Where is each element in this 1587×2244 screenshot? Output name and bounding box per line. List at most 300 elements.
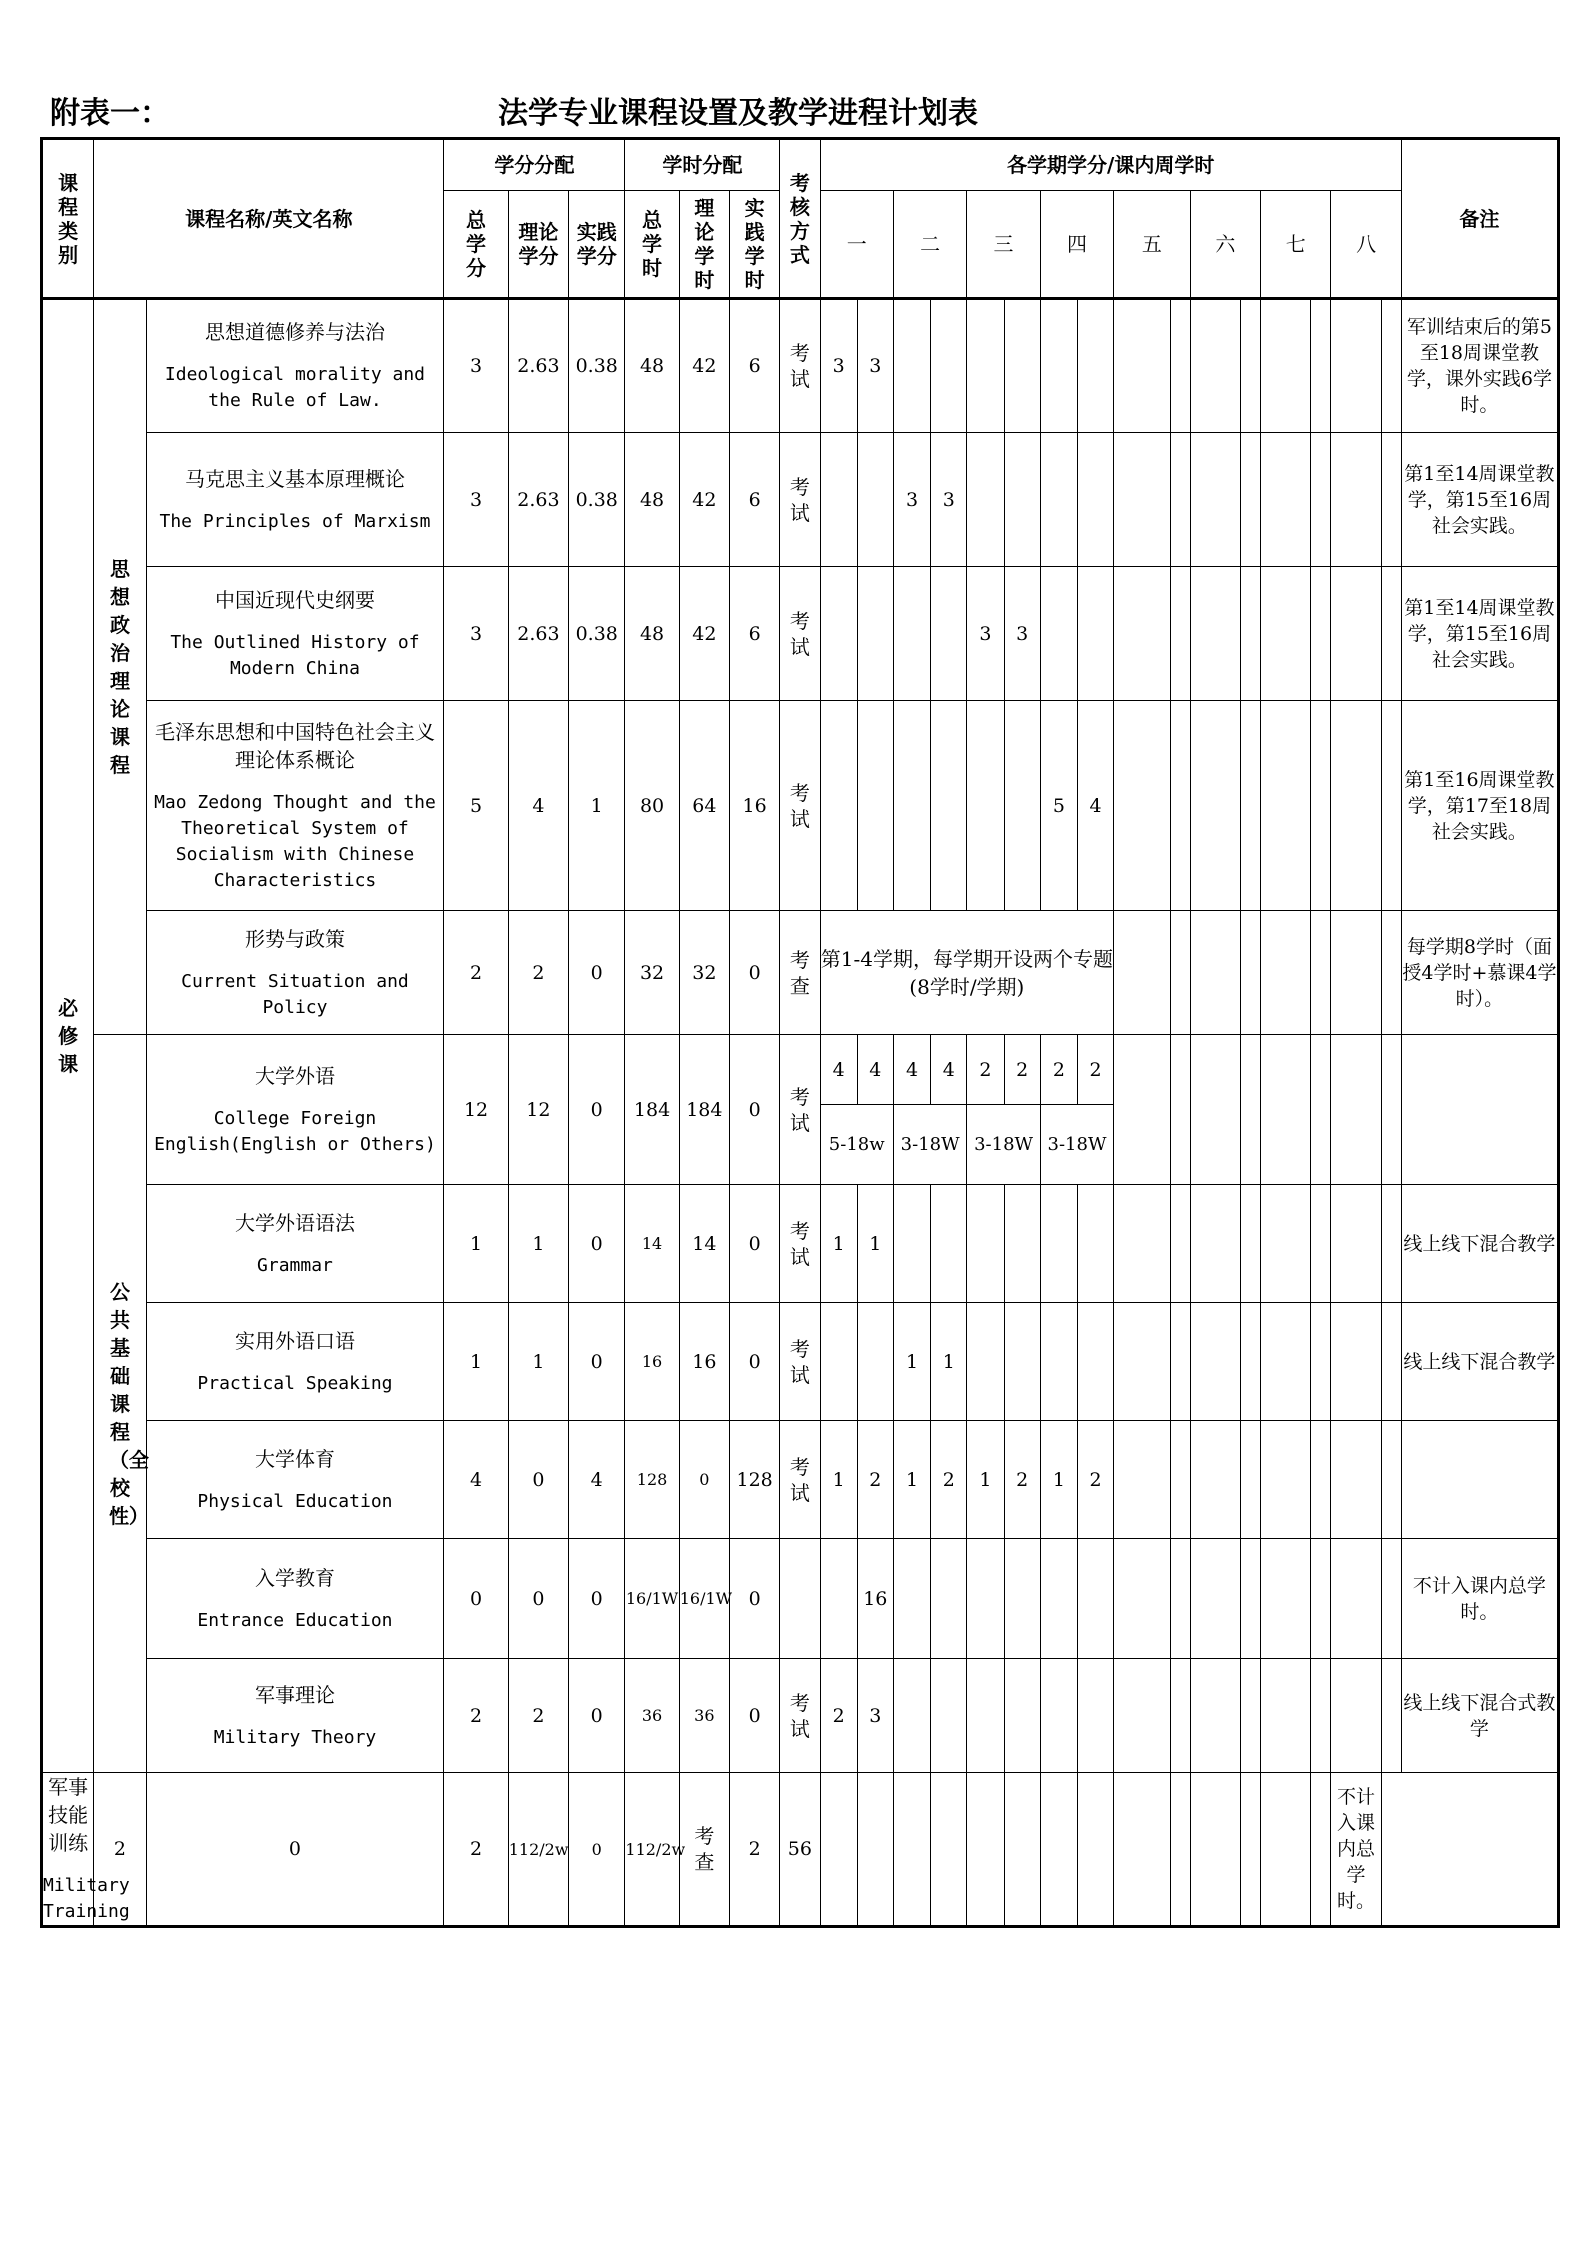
course-name-cn: 毛泽东思想和中国特色社会主义理论体系概论	[154, 719, 435, 772]
assessment-cell	[780, 1539, 820, 1659]
semester-cell: 2	[1040, 1035, 1077, 1105]
total-hours-cell: 128	[625, 1421, 679, 1539]
semester-cell	[1240, 1035, 1260, 1185]
practice-hours-cell: 6	[729, 567, 779, 701]
semester-cell	[1004, 1303, 1040, 1421]
semester-5-header: 五	[1114, 191, 1190, 299]
theory-credit-cell: 2	[508, 911, 568, 1035]
category-header: 课程类别	[42, 139, 94, 299]
semester-cell	[1311, 701, 1331, 911]
semester-cell	[1261, 1773, 1311, 1927]
course-name-en: The Principles of Marxism	[159, 510, 431, 532]
semester-cell	[1170, 567, 1190, 701]
remarks-cell: 第1至14周课堂教学，第15至16周社会实践。	[1401, 433, 1558, 567]
semester-cell	[967, 433, 1004, 567]
semester-cell	[1190, 433, 1240, 567]
semester-cell	[1331, 1035, 1381, 1185]
semester-cell	[967, 299, 1004, 433]
semester-cell	[967, 1773, 1004, 1927]
semester-cell: 2	[1077, 1421, 1113, 1539]
practice-hours-cell: 0	[729, 911, 779, 1035]
practice-credit-cell: 0	[569, 911, 625, 1035]
table-row	[42, 1185, 1559, 1303]
semester-cell	[1311, 433, 1331, 567]
semester-cell	[1381, 1659, 1401, 1773]
practice-hours-cell: 0	[729, 1035, 779, 1185]
semester-cell	[1190, 1185, 1240, 1303]
semester-cell	[893, 299, 930, 433]
semester-cell: 1	[967, 1421, 1004, 1539]
course-plan-table	[40, 137, 1560, 1928]
semester-cell	[1114, 1303, 1170, 1421]
weeks-cell: 5-18w	[820, 1105, 893, 1185]
total-credit-cell: 2	[444, 1659, 508, 1773]
semester-cell: 3	[857, 1659, 893, 1773]
semester-cell	[1190, 1659, 1240, 1773]
semester-cell	[1040, 1185, 1077, 1303]
course-name-cn: 形势与政策	[244, 926, 345, 951]
assessment-value: 考试	[789, 1218, 810, 1269]
semester-cell	[1170, 1659, 1190, 1773]
semester-cell	[967, 701, 1004, 911]
semester-cell	[1170, 1539, 1190, 1659]
remarks-cell: 第1至16周课堂教学，第17至18周社会实践。	[1401, 701, 1558, 911]
semester-cell	[1190, 299, 1240, 433]
semester-cell	[931, 299, 967, 433]
weeks-cell: 3-18W	[1040, 1105, 1113, 1185]
practice-credit-cell: 0.38	[569, 433, 625, 567]
semester-8-header: 八	[1331, 191, 1401, 299]
semester-cell	[1004, 1773, 1040, 1927]
semester-cell	[1311, 1035, 1331, 1185]
semester-cell	[1114, 1421, 1170, 1539]
semester-cell	[1331, 701, 1381, 911]
semester-cell	[1261, 433, 1311, 567]
semester-cell	[1114, 1035, 1170, 1185]
semester-cell: 2	[967, 1035, 1004, 1105]
table-row	[42, 1539, 1559, 1659]
remarks-header: 备注	[1401, 139, 1558, 299]
semester-cell	[1311, 1773, 1331, 1927]
page-title: 法学专业课程设置及教学进程计划表	[498, 96, 978, 131]
semester-cell	[1170, 1035, 1190, 1185]
weeks-cell: 3-18W	[967, 1105, 1040, 1185]
semester-cell	[1331, 567, 1381, 701]
semester-cell	[1077, 433, 1113, 567]
semester-cell	[1240, 433, 1260, 567]
semester-cell	[1261, 701, 1311, 911]
practice-hours-cell: 0	[729, 1303, 779, 1421]
semester-cell	[1004, 1185, 1040, 1303]
course-name-en: Mao Zedong Thought and the Theoretical System of Socialism with Chinese Characteristics	[154, 791, 436, 891]
total-credit-cell: 1	[444, 1303, 508, 1421]
remarks-cell	[1401, 1421, 1558, 1539]
semester-cell	[1077, 1773, 1113, 1927]
theory-credit-cell: 2.63	[508, 567, 568, 701]
table-row	[42, 1421, 1559, 1539]
total-hours-header: 总学时	[625, 191, 679, 299]
semester-cell: 4	[1077, 701, 1113, 911]
assessment-value: 考查	[694, 1824, 715, 1874]
assessment-value: 考试	[789, 1336, 810, 1387]
semester-cell	[1240, 1185, 1260, 1303]
semester-cell	[893, 567, 930, 701]
total-hours-cell: 112/2w	[508, 1773, 568, 1927]
practice-credit-cell: 1	[569, 701, 625, 911]
semester-cell	[1311, 1659, 1331, 1773]
semester-cell	[893, 1773, 930, 1927]
theory-credit-header: 理论学分	[508, 191, 568, 299]
assessment-cell	[780, 1035, 820, 1185]
course-name-cell	[146, 1659, 444, 1773]
semester-cell	[1311, 567, 1331, 701]
remarks-cell: 不计入课内总学时。	[1331, 1773, 1381, 1927]
semester-cell	[1261, 567, 1311, 701]
semester-cell	[1170, 1185, 1190, 1303]
practice-credit-cell: 0	[569, 1303, 625, 1421]
semester-cell	[1261, 1539, 1311, 1659]
semester-cell: 3	[857, 299, 893, 433]
semester-cell	[1190, 1035, 1240, 1185]
semester-cell	[1240, 1773, 1260, 1927]
table-row	[42, 1659, 1559, 1773]
table-row	[42, 1773, 1559, 1927]
semester-cell	[1261, 1303, 1311, 1421]
semester-cell	[820, 567, 857, 701]
practice-credit-header: 实践学分	[569, 191, 625, 299]
assessment-cell	[780, 1659, 820, 1773]
semester-cell	[1077, 1185, 1113, 1303]
semester-cell	[893, 1539, 930, 1659]
semester-cell	[1114, 1773, 1170, 1927]
total-hours-cell: 36	[625, 1659, 679, 1773]
remarks-cell: 每学期8学时（面授4学时+慕课4学时）。	[1401, 911, 1558, 1035]
practice-credit-cell: 0	[569, 1185, 625, 1303]
semester-cell: 1	[1040, 1421, 1077, 1539]
semester-cell	[1381, 701, 1401, 911]
total-credit-cell: 4	[444, 1421, 508, 1539]
course-name-en: Grammar	[257, 1254, 333, 1276]
course-name-cell	[42, 1773, 130, 1927]
semester-cell	[1004, 1539, 1040, 1659]
semester-cell: 1	[820, 1185, 857, 1303]
table-row	[42, 701, 1559, 911]
assessment-value: 考试	[789, 1454, 810, 1505]
semester-cell	[820, 1773, 857, 1927]
hour-distribution-header: 学时分配	[625, 139, 780, 191]
course-name-cn: 大学外语语法	[234, 1210, 355, 1235]
course-name-cell	[146, 1035, 444, 1185]
semester-cell	[1114, 1185, 1170, 1303]
semester-cell	[893, 1185, 930, 1303]
semester-cell	[1381, 1303, 1401, 1421]
theory-credit-cell: 0	[508, 1421, 568, 1539]
semester-cell	[1331, 1421, 1381, 1539]
remarks-cell: 第1至14周课堂教学，第15至16周社会实践。	[1401, 567, 1558, 701]
assessment-value: 考试	[789, 1690, 810, 1741]
semester-cell: 2	[820, 1659, 857, 1773]
semester-cell	[1077, 1303, 1113, 1421]
semester-cell: 56	[780, 1773, 820, 1927]
semester-cell: 2	[1004, 1421, 1040, 1539]
semester-cell	[967, 1659, 1004, 1773]
assessment-cell	[780, 1185, 820, 1303]
theory-hours-cell: 32	[679, 911, 729, 1035]
course-name-en: Practical Speaking	[197, 1372, 393, 1394]
total-hours-cell: 184	[625, 1035, 679, 1185]
semester-cell	[1311, 1303, 1331, 1421]
assessment-cell	[780, 433, 820, 567]
semester-cell	[1331, 1659, 1381, 1773]
semester-cell	[1240, 1421, 1260, 1539]
theory-credit-cell: 12	[508, 1035, 568, 1185]
semester-cell: 2	[931, 1421, 967, 1539]
semester-cell	[1381, 299, 1401, 433]
attachment-label: 附表一：	[50, 96, 170, 131]
semester-cell	[857, 701, 893, 911]
semester-cell: 2	[857, 1421, 893, 1539]
practice-credit-cell: 0.38	[569, 299, 625, 433]
semester-cell	[1114, 567, 1170, 701]
semester-cell	[1331, 911, 1381, 1035]
credit-distribution-header: 学分分配	[444, 139, 625, 191]
semester-cell	[1040, 1773, 1077, 1927]
course-name-cn: 军事理论	[254, 1682, 335, 1707]
semester-cell	[1240, 567, 1260, 701]
semester-cell	[1004, 1659, 1040, 1773]
semester-cell	[1114, 701, 1170, 911]
table-row	[42, 299, 1559, 433]
semester-cell	[1170, 911, 1190, 1035]
semester-cell	[1311, 1185, 1331, 1303]
semester-2-header: 二	[893, 191, 966, 299]
semester-cell: 4	[893, 1035, 930, 1105]
practice-hours-cell: 0	[729, 1185, 779, 1303]
course-name-en: The Outlined History of Modern China	[170, 631, 420, 679]
semester-cell	[1240, 701, 1260, 911]
remarks-cell: 线上线下混合教学	[1401, 1185, 1558, 1303]
semester-cell	[1040, 1539, 1077, 1659]
course-name-cn: 马克思主义基本原理概论	[184, 466, 405, 491]
practice-hours-cell: 128	[729, 1421, 779, 1539]
semester-cell: 3	[967, 567, 1004, 701]
theory-credit-cell: 1	[508, 1303, 568, 1421]
semester-cell	[820, 1303, 857, 1421]
assessment-cell	[780, 701, 820, 911]
semester-cell	[1190, 1421, 1240, 1539]
semester-cell	[1114, 1659, 1170, 1773]
total-hours-cell: 16	[625, 1303, 679, 1421]
semester-cell	[1261, 1185, 1311, 1303]
total-credit-cell: 12	[444, 1035, 508, 1185]
weeks-cell: 3-18W	[893, 1105, 966, 1185]
semester-cell	[1114, 911, 1170, 1035]
assessment-cell	[780, 299, 820, 433]
theory-hours-cell: 0	[569, 1773, 625, 1927]
course-name-en: Military Training	[43, 1875, 130, 1922]
theory-credit-cell: 2.63	[508, 433, 568, 567]
theory-hours-cell: 42	[679, 299, 729, 433]
total-credit-cell: 0	[444, 1539, 508, 1659]
theory-hours-cell: 16/1W	[679, 1539, 729, 1659]
semester-cell	[857, 1773, 893, 1927]
semester-cell	[1190, 1303, 1240, 1421]
total-hours-cell: 32	[625, 911, 679, 1035]
practice-hours-cell: 0	[729, 1539, 779, 1659]
practice-credit-cell: 0	[569, 1539, 625, 1659]
semesters-header: 各学期学分/课内周学时	[820, 139, 1401, 191]
category-ideological-cell	[94, 299, 146, 1035]
total-hours-cell: 48	[625, 433, 679, 567]
practice-credit-cell: 4	[569, 1421, 625, 1539]
semester-cell	[820, 701, 857, 911]
semester-cell	[1004, 701, 1040, 911]
theory-hours-cell: 14	[679, 1185, 729, 1303]
semester-cell	[1114, 1539, 1170, 1659]
semester-cell	[1240, 1539, 1260, 1659]
course-name-header: 课程名称/英文名称	[94, 139, 444, 299]
table-row	[42, 1303, 1559, 1421]
semester-cell: 2	[1077, 1035, 1113, 1105]
semester-cell	[931, 1659, 967, 1773]
semester-cell	[857, 433, 893, 567]
semester-cell	[1381, 433, 1401, 567]
semester-cell	[1040, 299, 1077, 433]
total-credit-cell: 3	[444, 567, 508, 701]
semester-cell	[1240, 911, 1260, 1035]
semester-cell	[1331, 433, 1381, 567]
category-public-basic-cell	[94, 1035, 149, 1773]
course-name-en: Physical Education	[197, 1490, 393, 1512]
semester-cell: 5	[1040, 701, 1077, 911]
course-name-cell	[146, 1303, 444, 1421]
assessment-value: 考查	[789, 947, 810, 998]
semester-cell	[1240, 299, 1260, 433]
semester-cell	[893, 1659, 930, 1773]
semester-cell: 1	[893, 1421, 930, 1539]
semester-cell	[1311, 299, 1331, 433]
total-hours-cell: 48	[625, 567, 679, 701]
semester-cell: 3	[820, 299, 857, 433]
course-name-cell	[146, 433, 444, 567]
table-row	[42, 567, 1559, 701]
table-row	[42, 911, 1559, 1035]
semester-cell	[1190, 701, 1240, 911]
assessment-cell	[780, 1303, 820, 1421]
semester-cell	[820, 433, 857, 567]
semester-cell	[1077, 1659, 1113, 1773]
semester-cell	[1261, 1035, 1311, 1185]
semester-cell: 4	[857, 1035, 893, 1105]
semester-cell	[1381, 1185, 1401, 1303]
semester-cell	[1311, 911, 1331, 1035]
total-credit-cell: 5	[444, 701, 508, 911]
total-credit-cell: 3	[444, 299, 508, 433]
semester-cell	[1311, 1539, 1331, 1659]
semester-cell	[1170, 299, 1190, 433]
semester-cell	[1170, 1421, 1190, 1539]
semester-cell	[1190, 911, 1240, 1035]
semester-cell	[1381, 1035, 1401, 1185]
practice-hours-header: 实践学时	[729, 191, 779, 299]
course-name-cell	[146, 1185, 444, 1303]
practice-hours-cell: 6	[729, 299, 779, 433]
semester-cell: 1	[931, 1303, 967, 1421]
total-credit-cell: 3	[444, 433, 508, 567]
semester-3-header: 三	[967, 191, 1040, 299]
semester-6-header: 六	[1190, 191, 1260, 299]
semester-cell	[1004, 299, 1040, 433]
category-ideological-label: 思想政治理论课程	[109, 557, 130, 777]
assessment-cell	[780, 567, 820, 701]
semester-cell: 3	[893, 433, 930, 567]
assessment-cell	[679, 1773, 729, 1927]
semester-cell	[931, 1185, 967, 1303]
semester-cell: 4	[931, 1035, 967, 1105]
semester-cell	[1381, 911, 1401, 1035]
assessment-value: 考试	[789, 608, 810, 659]
semester-cell	[1170, 1773, 1190, 1927]
theory-hours-cell: 42	[679, 567, 729, 701]
page-title-row	[50, 88, 1550, 131]
semester-cell	[1240, 1659, 1260, 1773]
semester-cell	[931, 567, 967, 701]
total-hours-cell: 48	[625, 299, 679, 433]
course-name-cn: 中国近现代史纲要	[214, 587, 375, 612]
course-rows	[42, 299, 1559, 1927]
course-name-cn: 入学教育	[254, 1565, 335, 1590]
semester-7-header: 七	[1261, 191, 1331, 299]
semester-cell	[1381, 567, 1401, 701]
semester-cell	[820, 1539, 857, 1659]
semester-4-header: 四	[1040, 191, 1113, 299]
course-name-cell	[146, 1539, 444, 1659]
assessment-value: 考试	[789, 780, 810, 831]
semester-cell	[1261, 299, 1311, 433]
semester-cell	[1331, 1303, 1381, 1421]
course-name-cell	[146, 911, 444, 1035]
course-name-cell	[146, 701, 444, 911]
theory-credit-cell: 1	[508, 1185, 568, 1303]
semester-cell	[857, 567, 893, 701]
total-credit-cell: 2	[94, 1773, 146, 1927]
semester-1-header: 一	[820, 191, 893, 299]
semester-cell	[1040, 1303, 1077, 1421]
remarks-cell: 线上线下混合教学	[1401, 1303, 1558, 1421]
table-row	[42, 433, 1559, 567]
total-hours-cell: 14	[625, 1185, 679, 1303]
category-required-label: 必修课	[58, 996, 79, 1076]
assessment-cell	[780, 911, 820, 1035]
course-name-en: Current Situation and Policy	[181, 970, 409, 1018]
semester-cell	[1331, 299, 1381, 433]
semester-cell	[1004, 433, 1040, 567]
semester-cell	[857, 1303, 893, 1421]
course-name-cn: 思想道德修养与法治	[204, 320, 385, 344]
semester-cell	[931, 1539, 967, 1659]
practice-credit-cell: 0	[569, 1035, 625, 1185]
remarks-cell: 军训结束后的第5至18周课堂教学，课外实践6学时。	[1401, 299, 1558, 433]
category-public-basic-label: 公共基础课程（全校性）	[108, 1279, 149, 1528]
course-name-cn: 军事技能训练	[48, 1775, 89, 1855]
category-required-cell	[42, 299, 94, 1773]
course-name-cell	[146, 567, 444, 701]
semester-span-text: 第1-4学期，每学期开设两个专题(8学时/学期)	[820, 911, 1114, 1035]
semester-cell	[1170, 1303, 1190, 1421]
practice-hours-cell: 112/2w	[625, 1773, 679, 1927]
semester-cell	[1170, 433, 1190, 567]
semester-cell	[1261, 1421, 1311, 1539]
